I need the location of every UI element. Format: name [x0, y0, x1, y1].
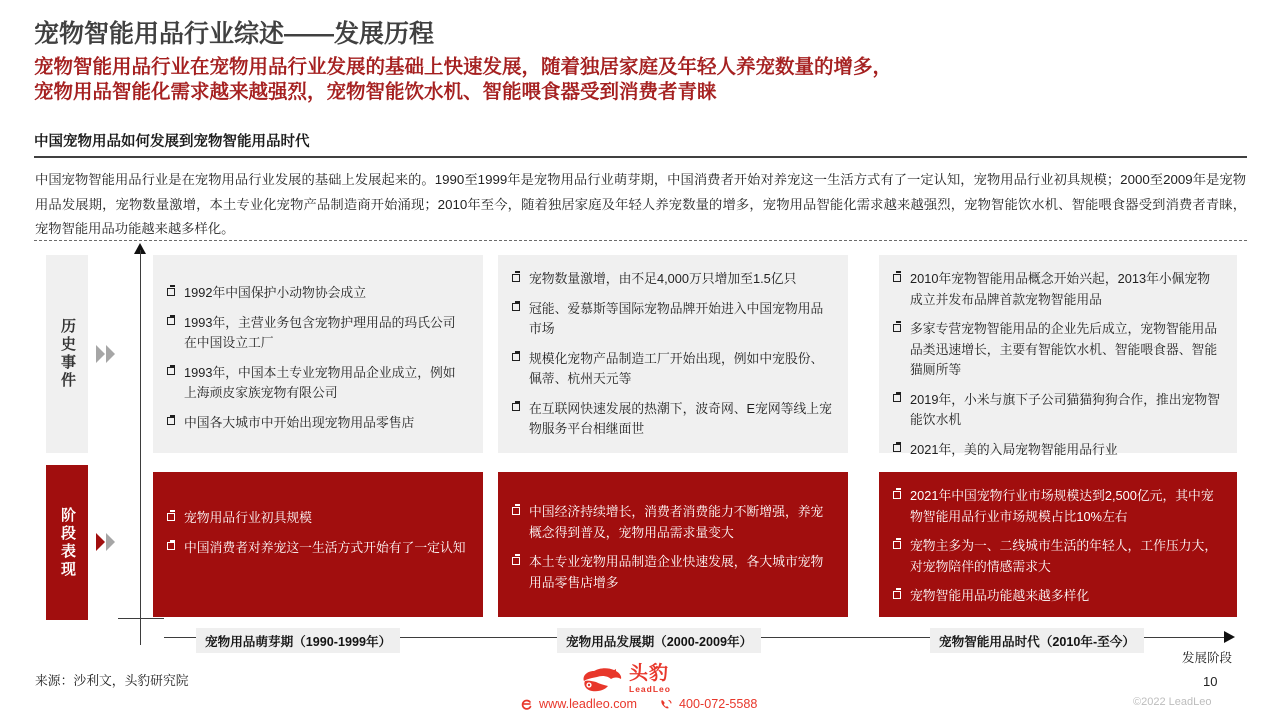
intro-paragraph: 中国宠物智能用品行业是在宠物用品行业发展的基础上发展起来的。1990至1999年是宠物用品行业萌芽期，中国消费者开始对养宠这一生活方式有了一定认知，宠物用品行业初具规模；2000至2009年是宠物用品发展期，宠物数量激增，本土专业化宠物产品制造商开始涌现；2010年至今，随着独居家庭及年轻人养宠数量的增多，宠物用品智能化需求越来越强烈，宠物智能饮水机、智能喂食器受到消费者青睐，宠物智能用品功能越来越多样化。	[35, 172, 1246, 236]
stage-list-phase2	[512, 486, 832, 593]
history-list-phase1	[167, 269, 467, 433]
section-heading: 中国宠物用品如何发展到宠物智能用品时代	[34, 134, 310, 150]
square-bullet-icon	[512, 507, 520, 515]
square-bullet-icon	[167, 317, 175, 325]
source-note: 来源：沙利文，头豹研究院	[35, 673, 189, 688]
square-bullet-icon	[167, 367, 175, 375]
list-item	[167, 538, 467, 559]
row-label-history-text: 历史事件	[59, 318, 76, 390]
chevron-right-icon-stage	[94, 529, 120, 555]
history-list-phase2	[512, 269, 832, 440]
square-bullet-icon	[512, 303, 520, 311]
list-item	[893, 440, 1221, 461]
stage-box-phase2	[498, 472, 848, 617]
square-bullet-icon	[893, 491, 901, 499]
list-item-text: 中国消费者对养宠这一生活方式开始有了一定认知	[184, 539, 466, 555]
list-item-text: 2019年，小米与旗下子公司猫猫狗狗合作，推出宠物智能饮水机	[910, 391, 1220, 427]
list-item-text: 宠物数量激增，由不足4,000万只增加至1.5亿只	[529, 271, 797, 286]
square-bullet-icon	[893, 591, 901, 599]
brand-contact-row	[520, 697, 757, 711]
list-item-text: 2021年，美的入局宠物智能用品行业	[910, 441, 1118, 457]
list-item-text: 宠物主多为一、二线城市生活的年轻人，工作压力大，对宠物陪伴的情感需求大	[910, 538, 1218, 574]
stage-list-phase3	[893, 486, 1221, 607]
list-item	[893, 586, 1221, 607]
list-item-text: 冠能、爱慕斯等国际宠物品牌开始进入中国宠物用品市场	[529, 300, 824, 336]
timeline-axis-name: 发展阶段	[1182, 651, 1233, 665]
list-item-text: 宠物用品行业初具规模	[184, 510, 312, 525]
history-list-phase3	[893, 269, 1221, 460]
square-bullet-icon	[512, 403, 520, 411]
row-label-history	[46, 255, 88, 453]
phone-icon	[659, 698, 673, 711]
list-item-text: 宠物智能用品功能越来越多样化	[910, 588, 1090, 603]
dashed-divider	[34, 240, 1247, 241]
subtitle-line-2: 宠物用品智能化需求越来越强烈，宠物智能饮水机、智能喂食器受到消费者青睐	[34, 81, 717, 103]
square-bullet-icon	[893, 444, 901, 452]
list-item-text: 规模化宠物产品制造工厂开始出现，例如中宠股份、佩蒂、杭州天元等	[529, 350, 824, 386]
list-item-text: 1992年中国保护小动物协会成立	[184, 285, 367, 300]
list-item-text: 2021年中国宠物行业市场规模达到2,500亿元，其中宠物智能用品行业市场规模占比10%左右	[910, 488, 1214, 524]
list-item	[512, 552, 832, 593]
list-item	[167, 283, 467, 304]
brand-footer	[520, 664, 800, 716]
list-item	[893, 269, 1221, 310]
leopard-head-icon	[578, 664, 624, 694]
list-item	[167, 508, 467, 529]
chevron-right-icon-history	[94, 341, 120, 367]
page-title: 宠物智能用品行业综述——发展历程	[34, 20, 435, 48]
list-item	[893, 536, 1221, 577]
list-item	[512, 502, 832, 543]
copyright-note: ©2022 LeadLeo	[1133, 696, 1212, 708]
list-item	[893, 390, 1221, 431]
list-item-text: 多家专营宠物智能用品的企业先后成立，宠物智能用品品类迅速增长，主要有智能饮水机、智能喂食器、智能猫厕所等	[910, 321, 1218, 377]
page-number: 10	[1203, 674, 1218, 689]
stage-list-phase1	[167, 486, 467, 558]
square-bullet-icon	[512, 274, 520, 282]
list-item-text: 中国各大城市中开始出现宠物用品零售店	[184, 414, 415, 430]
brand-name-en: LeadLeo	[629, 684, 671, 694]
brand-name-cn: 头豹	[629, 663, 670, 684]
list-item-text: 1993年，中国本土专业宠物用品企业成立，例如上海顽皮家族宠物有限公司	[184, 364, 456, 400]
list-item-text: 1993年，主营业务包含宠物护理用品的玛氏公司在中国设立工厂	[184, 314, 456, 350]
square-bullet-icon	[512, 353, 520, 361]
list-item-text: 本土专业宠物用品制造企业快速发展，各大城市宠物用品零售店增多	[529, 554, 824, 590]
timeline-label-phase3: 宠物智能用品时代（2010年-至今）	[930, 628, 1144, 653]
square-bullet-icon	[167, 513, 175, 521]
list-item-text: 在互联网快速发展的热潮下，波奇网、E宠网等线上宠物服务平台相继面世	[529, 400, 832, 436]
list-item	[167, 363, 467, 404]
list-item	[167, 313, 467, 354]
stage-box-phase1	[153, 472, 483, 617]
list-item-text: 2010年宠物智能用品概念开始兴起，2013年小佩宠物成立并发布品牌首款宠物智能用品	[910, 271, 1211, 307]
square-bullet-icon	[893, 274, 901, 282]
list-item	[167, 413, 467, 434]
list-item	[893, 319, 1221, 381]
square-bullet-icon	[893, 324, 901, 332]
brand-website[interactable]: www.leadleo.com	[539, 697, 637, 711]
row-label-stage	[46, 465, 88, 620]
list-item	[512, 399, 832, 440]
page-subtitle	[34, 55, 1249, 105]
list-item	[512, 269, 832, 290]
vertical-axis-line	[140, 250, 141, 645]
list-item	[512, 349, 832, 390]
timeline-label-phase2: 宠物用品发展期（2000-2009年）	[557, 628, 761, 653]
history-box-phase2	[498, 255, 848, 453]
list-item	[893, 486, 1221, 527]
brand-phone: 400-072-5588	[679, 697, 758, 711]
square-bullet-icon	[512, 557, 520, 565]
history-box-phase3	[879, 255, 1237, 457]
list-item	[512, 299, 832, 340]
square-bullet-icon	[167, 417, 175, 425]
row-label-stage-text: 阶段表现	[59, 506, 76, 579]
square-bullet-icon	[893, 541, 901, 549]
square-bullet-icon	[893, 394, 901, 402]
list-item-text: 中国经济持续增长，消费者消费能力不断增强，养宠概念得到普及，宠物用品需求量变大	[529, 504, 824, 540]
globe-icon	[520, 698, 533, 711]
axis-baseline-connector	[118, 618, 164, 619]
stage-box-phase3	[879, 472, 1237, 617]
subtitle-line-1: 宠物智能用品行业在宠物用品行业发展的基础上快速发展，随着独居家庭及年轻人养宠数量的增多，	[34, 56, 893, 78]
heading-divider	[34, 156, 1247, 158]
timeline-axis-arrowhead	[1224, 631, 1235, 643]
timeline-label-phase1: 宠物用品萌芽期（1990-1999年）	[196, 628, 400, 653]
leadleo-logo	[578, 664, 671, 694]
square-bullet-icon	[167, 542, 175, 550]
history-box-phase1	[153, 255, 483, 453]
square-bullet-icon	[167, 288, 175, 296]
